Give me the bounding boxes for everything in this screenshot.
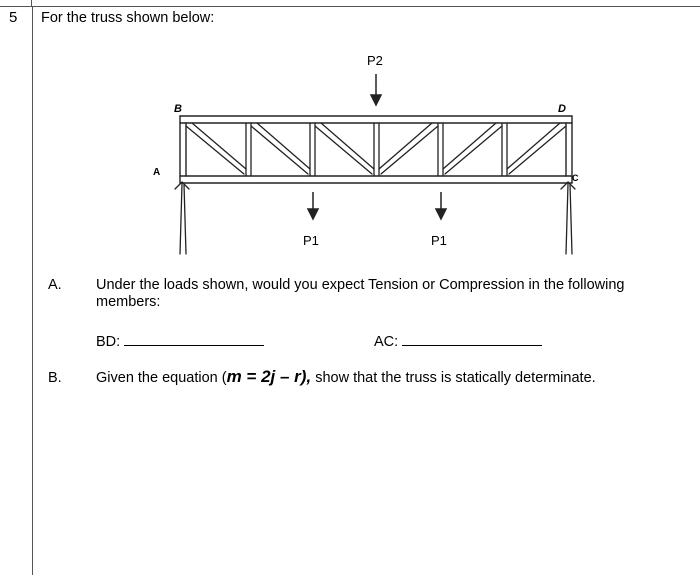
joint-c-label: C [572, 173, 579, 183]
load-p1-right-label: P1 [431, 233, 447, 248]
bd-answer-blank[interactable] [124, 331, 264, 346]
top-rule [0, 6, 700, 7]
bd-answer-row [96, 331, 264, 350]
part-a-letter: A. [48, 277, 62, 293]
ac-answer-row [374, 331, 542, 350]
load-p2-label: P2 [367, 53, 383, 68]
question-title: For the truss shown below: [41, 10, 215, 26]
joint-d-label: D [558, 103, 566, 115]
joint-a-label: A [153, 167, 161, 178]
load-p1-left-label: P1 [303, 233, 319, 248]
bd-label: BD: [96, 334, 121, 350]
part-b-prefix: Given the equation ( [96, 370, 227, 386]
joint-b-label: B [174, 103, 182, 115]
part-a-line2: members: [96, 294, 161, 310]
part-b-text [96, 367, 596, 387]
part-a-line1: Under the loads shown, would you expect Tension or Compression in the following [96, 277, 625, 293]
part-b-suffix: show that the truss is statically determinate. [311, 370, 596, 386]
truss-figure [140, 48, 600, 268]
ac-label: AC: [374, 334, 399, 350]
margin-rule [32, 6, 33, 575]
ac-answer-blank[interactable] [402, 331, 542, 346]
part-b-letter: B. [48, 370, 62, 386]
determinacy-equation: m = 2j – r), [226, 367, 312, 386]
question-number: 5 [9, 9, 18, 26]
